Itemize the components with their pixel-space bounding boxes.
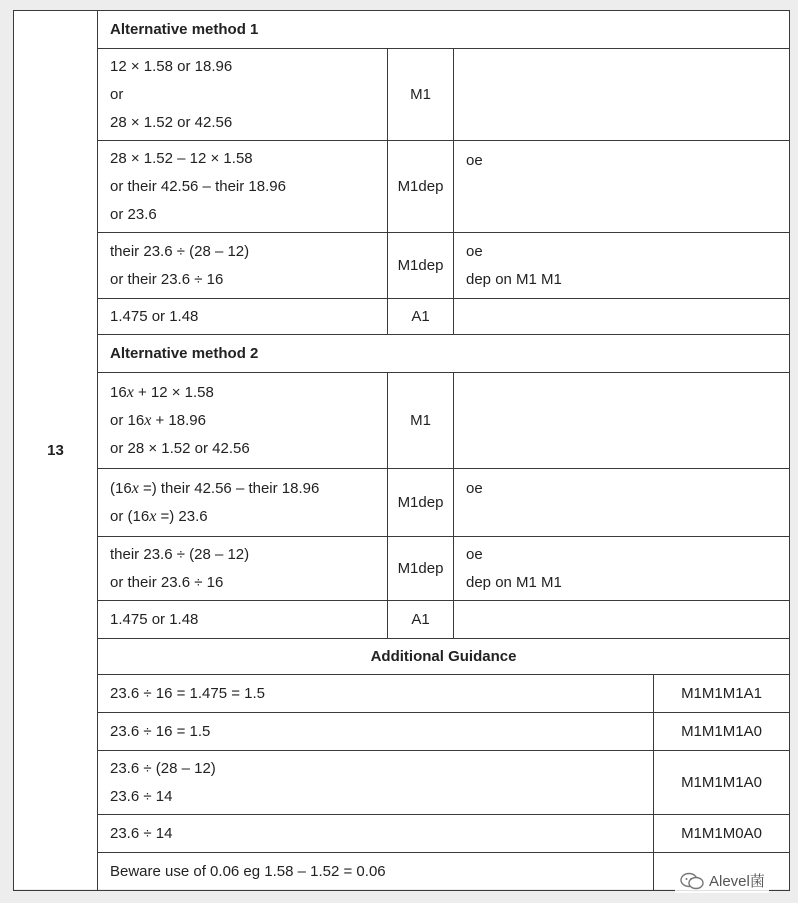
table-row (14, 713, 790, 751)
mark-cell: A1 (388, 601, 454, 639)
mark-cell: M1 (388, 49, 454, 141)
table-row (14, 815, 790, 853)
table-row (14, 751, 790, 815)
comment-cell (454, 299, 790, 335)
working-cell: 12 × 1.58 or 18.96 or 28 × 1.52 or 42.56 (98, 49, 388, 141)
working-cell: 1.475 or 1.48 (98, 601, 388, 639)
mark-cell: M1 (388, 373, 454, 469)
comment-cell: oe (454, 469, 790, 537)
comment-cell (454, 49, 790, 141)
wechat-icon (679, 871, 705, 891)
table-row (14, 469, 790, 537)
comment-cell (454, 601, 790, 639)
table-row (14, 233, 790, 299)
table-row (14, 675, 790, 713)
table-row (14, 601, 790, 639)
table-row (14, 853, 790, 891)
guidance-mark-cell: M1M1M1A0 (654, 751, 790, 815)
watermark-text: Alevel菌 (709, 873, 765, 890)
comment-cell: oe dep on M1 M1 (454, 537, 790, 601)
comment-cell: oe (454, 141, 790, 233)
table-row (14, 335, 790, 373)
guidance-mark-cell: M1M1M1A1 (654, 675, 790, 713)
mark-scheme-sheet (13, 10, 789, 889)
mark-cell: A1 (388, 299, 454, 335)
table-row (14, 49, 790, 141)
watermark (675, 868, 769, 893)
alt-method-2-title: Alternative method 2 (98, 335, 790, 373)
table-row (14, 141, 790, 233)
mark-cell: M1dep (388, 469, 454, 537)
guidance-working-cell: 23.6 ÷ 16 = 1.5 (98, 713, 654, 751)
guidance-mark-cell: M1M1M1A0 (654, 713, 790, 751)
working-cell: their 23.6 ÷ (28 – 12) or their 23.6 ÷ 16 (98, 537, 388, 601)
guidance-mark-cell: M1M1M0A0 (654, 815, 790, 853)
mark-cell: M1dep (388, 233, 454, 299)
additional-guidance-title: Additional Guidance (98, 639, 790, 675)
working-cell: (16x =) their 42.56 – their 18.96 or (16x =) 23.6 (98, 469, 388, 537)
guidance-working-cell: 23.6 ÷ (28 – 12) 23.6 ÷ 14 (98, 751, 654, 815)
comment-cell (454, 373, 790, 469)
guidance-working-cell: 23.6 ÷ 14 (98, 815, 654, 853)
mark-scheme-table (13, 10, 790, 891)
working-cell: 16x + 12 × 1.58 or 16x + 18.96 or 28 × 1.52 or 42.56 (98, 373, 388, 469)
guidance-working-cell: Beware use of 0.06 eg 1.58 – 1.52 = 0.06 (98, 853, 654, 891)
working-cell: 1.475 or 1.48 (98, 299, 388, 335)
table-row (14, 537, 790, 601)
working-cell: 28 × 1.52 – 12 × 1.58 or their 42.56 – their 18.96 or 23.6 (98, 141, 388, 233)
table-row (14, 373, 790, 469)
table-row (14, 299, 790, 335)
table-row (14, 639, 790, 675)
working-cell: their 23.6 ÷ (28 – 12) or their 23.6 ÷ 16 (98, 233, 388, 299)
question-number: 13 (14, 11, 98, 891)
comment-cell: oe dep on M1 M1 (454, 233, 790, 299)
mark-cell: M1dep (388, 537, 454, 601)
alt-method-1-title: Alternative method 1 (98, 11, 790, 49)
table-row (14, 11, 790, 49)
mark-cell: M1dep (388, 141, 454, 233)
guidance-working-cell: 23.6 ÷ 16 = 1.475 = 1.5 (98, 675, 654, 713)
